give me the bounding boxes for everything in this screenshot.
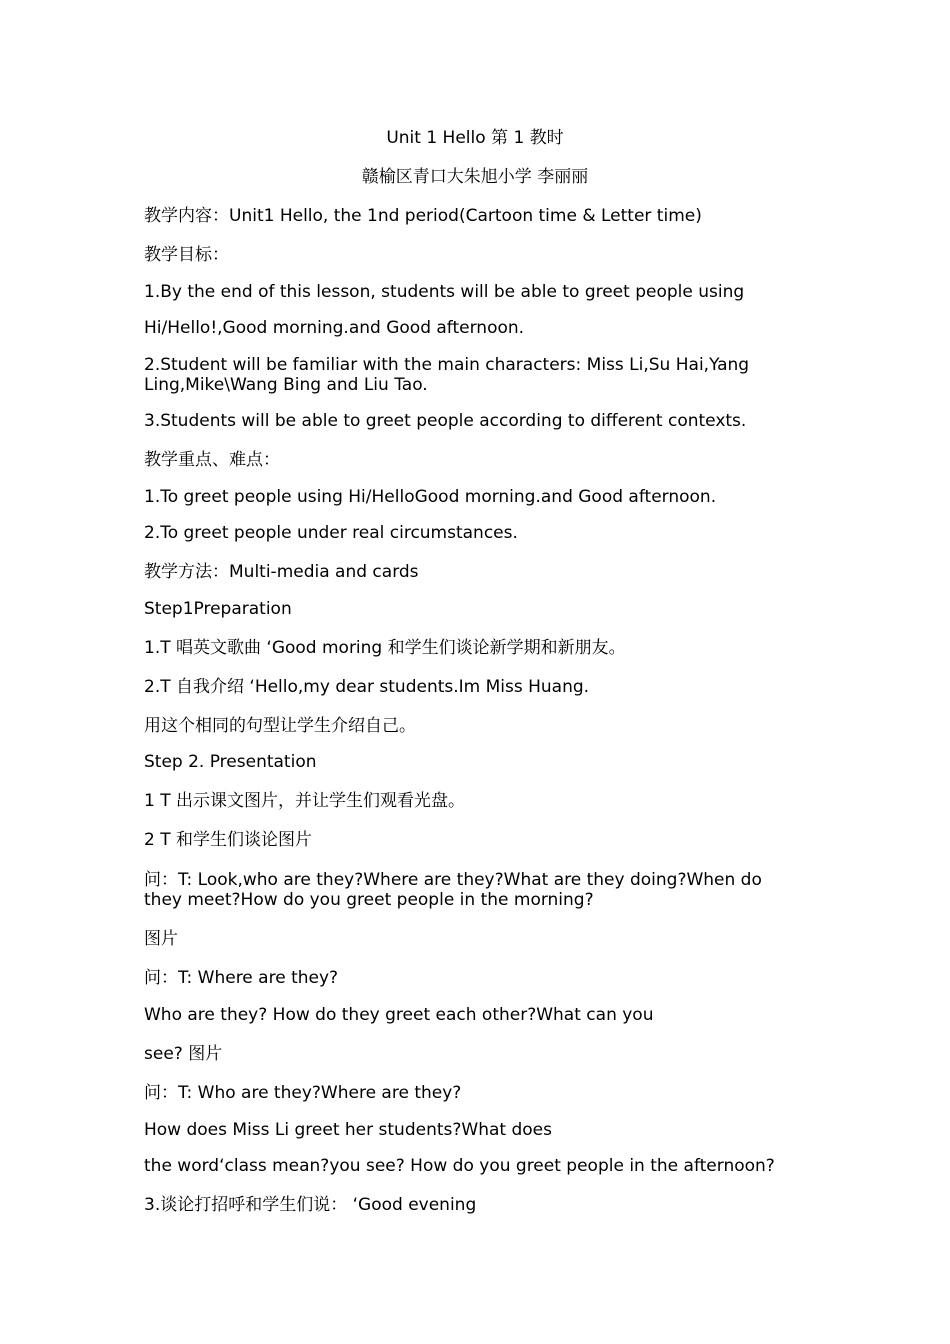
- paragraph: 用这个相同的句型让学生介绍自己。: [144, 716, 416, 736]
- paragraph: Step 2. Presentation: [144, 752, 317, 772]
- paragraph: 教学内容：Unit1 Hello, the 1nd period(Cartoon time & Letter time): [144, 206, 702, 226]
- paragraph: 教学重点、难点：: [144, 450, 280, 470]
- paragraph: 2.T 自我介绍 ‘Hello,my dear students.Im Miss Huang.: [144, 677, 590, 697]
- paragraph: 1 T 出示课文图片，并让学生们观看光盘。: [144, 791, 466, 811]
- paragraph: 1.T 唱英文歌曲 ‘Good moring 和学生们谈论新学期和新朋友。: [144, 638, 626, 658]
- paragraph: 教学目标：: [144, 245, 229, 265]
- paragraph: Hi/Hello!,Good morning.and Good afternoon.: [144, 318, 525, 338]
- paragraph: 问：T: Who are they?Where are they?: [144, 1083, 462, 1103]
- document-title: Unit 1 Hello 第 1 教时: [386, 128, 564, 148]
- paragraph: 1.By the end of this lesson, students will be able to greet people using: [144, 282, 745, 302]
- paragraph: 问：T: Look,who are they?Where are they?What are they doing?When do they meet?How do you greet people in the morning?: [144, 870, 762, 910]
- paragraph: How does Miss Li greet her students?What does: [144, 1120, 552, 1140]
- paragraph: 2 T 和学生们谈论图片: [144, 830, 313, 850]
- author-line: 赣榆区青口大朱旭小学 李丽丽: [361, 167, 589, 187]
- paragraph: the word‘class mean?you see? How do you greet people in the afternoon?: [144, 1156, 775, 1176]
- paragraph: Step1Preparation: [144, 599, 292, 619]
- paragraph: Who are they? How do they greet each other?What can you: [144, 1005, 654, 1025]
- paragraph: 2.To greet people under real circumstances.: [144, 523, 518, 543]
- paragraph: 1.To greet people using Hi/HelloGood morning.and Good afternoon.: [144, 487, 717, 507]
- paragraph: see? 图片: [144, 1044, 223, 1064]
- paragraph: 问：T: Where are they?: [144, 968, 339, 988]
- paragraph: 3.谈论打招呼和学生们说： ‘Good evening: [144, 1195, 477, 1215]
- paragraph: 教学方法：Multi-media and cards: [144, 562, 419, 582]
- paragraph: 图片: [144, 929, 178, 949]
- paragraph: 3.Students will be able to greet people according to different contexts.: [144, 411, 747, 431]
- paragraph: 2.Student will be familiar with the main characters: Miss Li,Su Hai,Yang Ling,Mike\Wang Bing and Liu Tao.: [144, 355, 750, 395]
